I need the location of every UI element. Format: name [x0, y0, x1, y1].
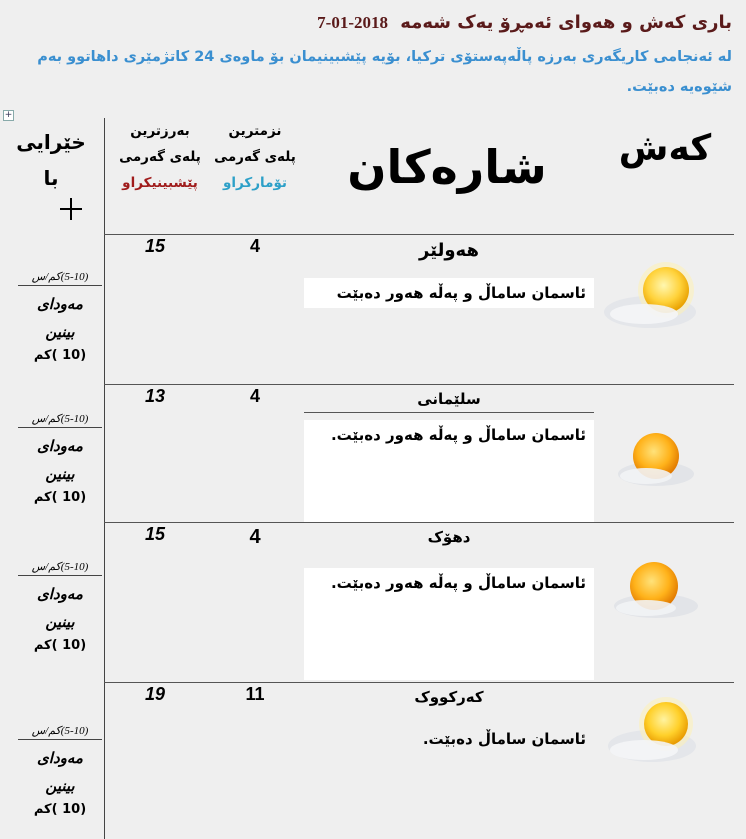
- visibility-km: (10 )کم: [33, 802, 87, 817]
- min-temp: 4: [249, 526, 261, 548]
- page-title: [16, 12, 732, 33]
- header-max-sub: پێشبینیکراو: [122, 175, 198, 191]
- header-max-temp: [108, 118, 212, 196]
- visibility-line2: بینین: [45, 613, 75, 631]
- plus-icon: [60, 198, 82, 220]
- min-temp: 11: [245, 684, 265, 704]
- page-subtitle: لە ئەنجامی کاریگەری بەرزە پاڵەپەستۆی ترکیا، بۆیە پێشبینیمان بۆ ماوەی 24 کاتژمێری داهاتوو بەم شێوەیە دەبێت.: [37, 49, 732, 95]
- max-temp: 15: [144, 236, 166, 256]
- city-name: کەرکووک: [414, 688, 484, 706]
- visibility-line1: مەودای: [37, 295, 83, 313]
- visibility-line1: مەودای: [37, 749, 83, 767]
- weather-description: ئاسمان ساماڵ و پەڵە هەور دەبێت.: [304, 420, 594, 522]
- visibility-km: (10 )کم: [33, 638, 87, 653]
- visibility-km: (10 )کم: [33, 490, 87, 505]
- max-temp: 19: [144, 684, 166, 704]
- sun-with-clouds-icon: [600, 542, 712, 632]
- header-wind-line1: خێرایی: [16, 130, 86, 154]
- wind-speed: (5-10)کم/س: [18, 270, 102, 286]
- header-min-line2: پلەی گەرمی: [214, 149, 296, 165]
- column-divider: [104, 118, 105, 839]
- wind-speed: (5-10)کم/س: [18, 560, 102, 576]
- visibility-line2: بینین: [45, 323, 75, 341]
- header-weather: کەش: [618, 128, 712, 169]
- wind-speed: (5-10)کم/س: [18, 724, 102, 740]
- wind-visibility: [18, 724, 102, 817]
- visibility-line2: بینین: [45, 777, 75, 795]
- title-text: باری کەش و هەوای ئەمڕۆ یەک شەمە: [400, 12, 732, 33]
- sun-with-clouds-icon: [600, 690, 712, 780]
- header-wind: [2, 124, 100, 196]
- header-min-temp: [210, 118, 300, 196]
- title-date: 2018-01-7: [317, 13, 389, 32]
- max-temp: 13: [144, 386, 166, 406]
- visibility-line2: بینین: [45, 465, 75, 483]
- wind-speed: (5-10)کم/س: [18, 412, 102, 428]
- city-name: دهۆک: [427, 528, 471, 546]
- weather-description: ئاسمان ساماڵ و پەڵە هەور دەبێت.: [304, 568, 594, 680]
- header-min-sub: تۆمارکراو: [223, 175, 287, 191]
- header-cities: شارەکان: [347, 140, 547, 194]
- weather-description: ئاسمان ساماڵ دەبێت.: [422, 730, 586, 748]
- visibility-line1: مەودای: [37, 437, 83, 455]
- city-name: هەولێر: [419, 240, 479, 261]
- cell-divider: [304, 412, 594, 413]
- row-divider: [104, 522, 734, 523]
- max-temp: 15: [144, 524, 166, 544]
- min-temp: 4: [249, 236, 260, 256]
- header-max-line1: بەرزترین: [130, 123, 190, 139]
- visibility-line1: مەودای: [37, 585, 83, 603]
- sun-with-clouds-icon: [600, 254, 712, 344]
- row-divider: [104, 682, 734, 683]
- expand-icon[interactable]: +: [4, 110, 13, 120]
- wind-visibility: [18, 270, 102, 363]
- wind-visibility: [18, 560, 102, 653]
- city-name: سلێمانی: [417, 390, 481, 408]
- row-divider: [104, 384, 734, 385]
- weather-description: ئاسمان ساماڵ و پەڵە هەور دەبێت: [304, 278, 594, 308]
- min-temp: 4: [249, 386, 260, 406]
- header-wind-line2: با: [43, 166, 59, 190]
- row-divider: [104, 234, 734, 235]
- wind-visibility: [18, 412, 102, 505]
- header-max-line2: پلەی گەرمی: [119, 149, 201, 165]
- visibility-km: (10 )کم: [33, 348, 87, 363]
- header-min-line1: نزمترین: [228, 123, 282, 139]
- sun-with-clouds-icon: [600, 412, 712, 502]
